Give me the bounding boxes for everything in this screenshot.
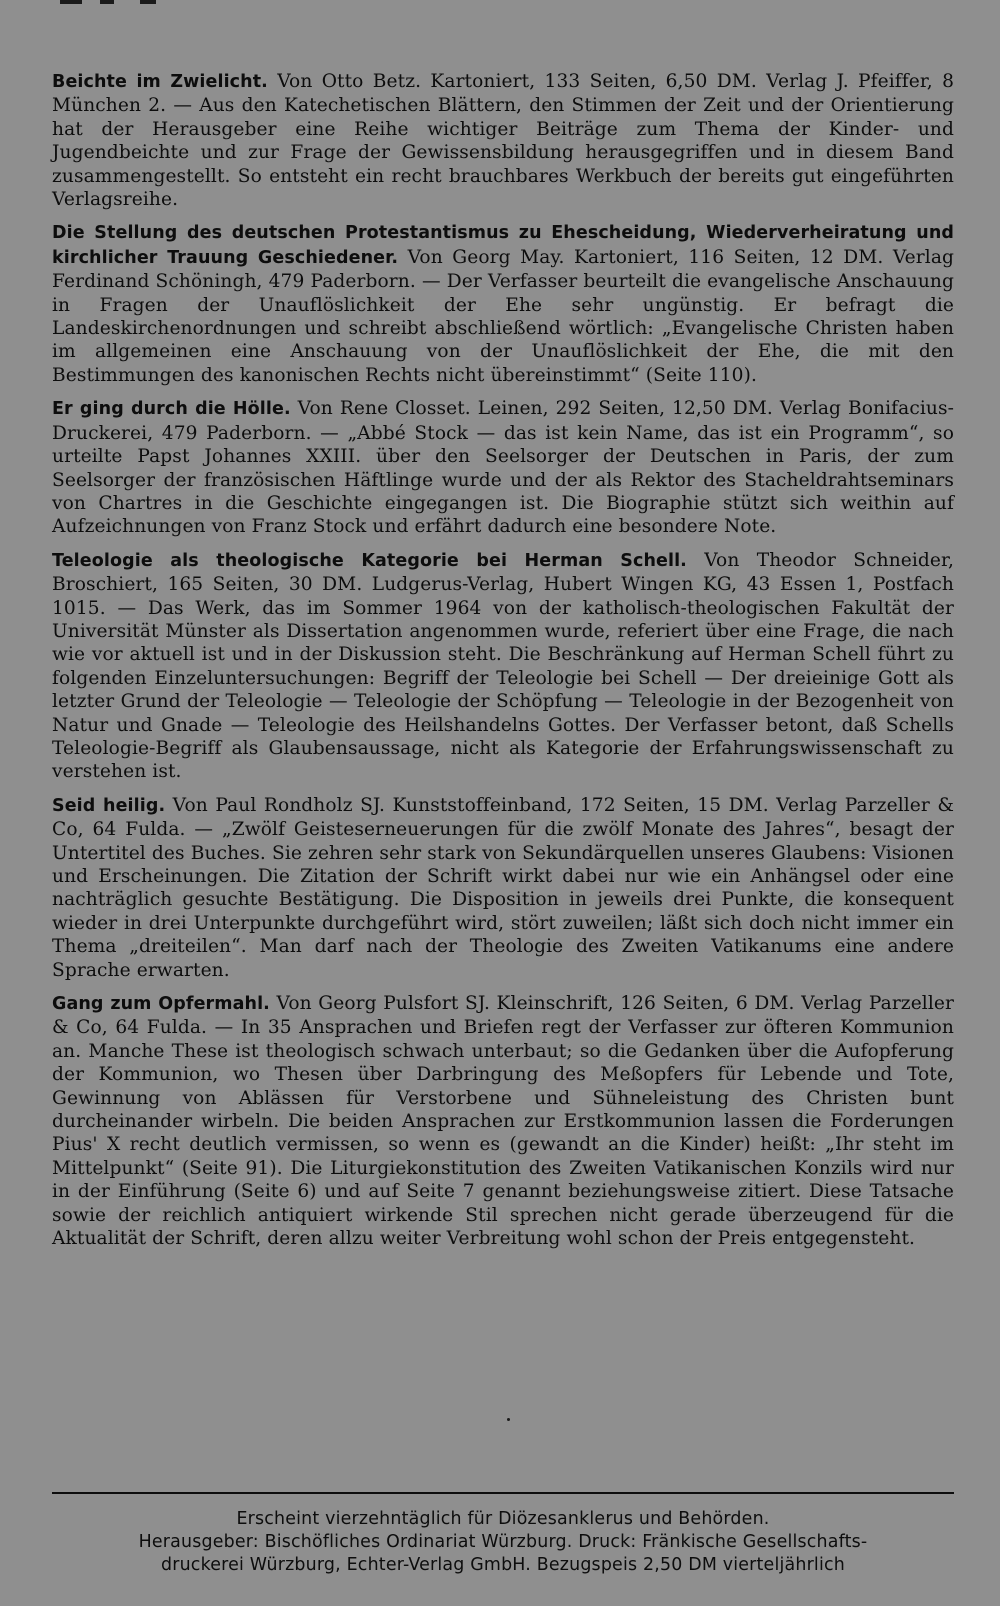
review-publication-info: Von Theodor Schneider, Broschiert, 165 Seiten, 30 DM. Ludgerus-Verlag, Hubert Wingen KG, 43 Essen 1, Postfach 1015. xyxy=(52,549,954,619)
review-publication-info: Von Otto Betz. Kartoniert, 133 Seiten, 6,50 DM. Verlag J. Pfeiffer, 8 München 2. xyxy=(52,71,954,117)
review-title: Beichte im Zwielicht. xyxy=(52,72,268,92)
colophon xyxy=(52,1508,954,1577)
review-column xyxy=(52,70,954,1261)
review-text: — Aus den Katechetischen Blättern, den Stimmen der Zeit und der Orientierung hat der Herausgeber eine Reihe wichtiger Beiträge zum Thema der Kinder- und Jugendbeichte und zur Frage der Gewissensbildung herausgegriffen und in diesem Band zusammengestellt. So entsteht ein recht brauchbares Werkbuch der bereits gut eingeführten Verlagsreihe. xyxy=(52,95,954,211)
review-title: Seid heilig. xyxy=(52,795,166,816)
review-publication-info: Von Georg May. Kartoniert, 116 Seiten, 12 DM. Verlag Ferdinand Schöningh, 479 Paderborn. xyxy=(52,246,955,293)
review-er-ging-durch-die-hoelle xyxy=(52,397,954,538)
review-publication-info: Von Georg Pulsfort SJ. Kleinschrift, 126 Seiten, 6 DM. Verlag Parzeller & Co, 64 Fulda. xyxy=(52,993,954,1039)
colophon-printer: druckerei Würzburg, Echter-Verlag GmbH. Bezugspeis 2,50 DM vierteljährlich xyxy=(161,1555,845,1575)
review-text: — „Abbé Stock — das ist kein Name, das ist ein Programm“, so urteilte Papst Johannes XXIII. über den Seelsorger der Deutschen in Paris, der zum Seelsorger der französischen Häftlinge wurde und der als Rektor des Stacheldrahtseminars von Chartres in die Geschichte eingegangen ist. Die Biographie stützt sich weithin auf Aufzeichnungen von Franz Stock und erfährt dadurch eine besondere Note. xyxy=(52,422,954,538)
review-title: Gang zum Opfermahl. xyxy=(52,994,270,1015)
review-text: — In 35 Ansprachen und Briefen regt der Verfasser zur öfteren Kommunion an. Manche These ist theologisch schwach unterbaut; so die Gedanken über die Aufopferung der Kommunion, wo Thesen über Darbringung des Meßopfers für Lebende und Tote, Gewinnung von Ablässen für Verstorbene und Sühneleistung des Christen bunt durcheinander wirbeln. Die beiden Ansprachen zur Erstkommunion lassen die Forderungen Pius' X recht deutlich vermissen, so wenn es (gewandt an die Kinder) heißt: „Ihr steht im Mittelpunkt“ (Seite 91). Die Liturgiekonstitution des Zweiten Vatikanischen Konzils wird nur in der Einführung (Seite 6) und auf Seite 7 genannt beziehungsweise zitiert. Diese Tatsache sowie der reichlich antiquiert wirkende Stil sprechen nicht gerade überzeugend für die Aktualität der Schrift, deren allzu weiter Verbreitung wohl schon der Preis entgegensteht. xyxy=(52,1017,955,1250)
review-publication-info: Von Paul Rondholz SJ. Kunststoffeinband, 172 Seiten, 15 DM. Verlag Parzeller & Co, 64 Fulda. xyxy=(52,794,954,841)
colophon-frequency: Erscheint vierzehntäglich für Diözesanklerus und Behörden. xyxy=(236,1509,770,1529)
review-text: — Das Werk, das im Sommer 1964 von der katholisch-theologischen Fakultät der Universität Münster als Dissertation angenommen wurde, referiert über eine Frage, die nach wie vor aktuell ist und in der Diskussion steht. Die Beschränkung auf Herman Schell führt zu folgenden Einzeluntersuchungen: Begriff der Teleologie bei Schell — Der dreieinige Gott als letzter Grund der Teleologie — Teleologie der Schöpfung — Teleologie in der Bezogenheit von Natur und Gnade — Teleologie des Heilshandelns Gottes. Der Verfasser betont, daß Schells Teleologie-Begriff als Glaubensaussage, nicht als Kategorie der Erfahrungswissenschaft zu verstehen ist. xyxy=(52,597,954,783)
review-text: — Der Verfasser beurteilt die evangelische Anschauung in Fragen der Unauflöslichkeit der Ehe sehr ungünstig. Er befragt die Landeskirchenordnungen und schreibt abschließend wörtlich: „Evangelische Christen haben im allgemeinen eine Anschauung von der Unauflöslichkeit der Ehe, die mit den Bestimmungen des kanonischen Rechts nicht übereinstimmt“ (Seite 110). xyxy=(52,271,954,386)
review-text: — „Zwölf Geisteserneuerungen für die zwölf Monate des Jahres“, besagt der Untertitel des Buches. Sie zehren sehr stark von Sekundärquellen unseres Glaubens: Visionen und Erscheinungen. Die Zitation der Schrift wirkt dabei nur wie ein Anhängsel oder eine nachträglich gesuchte Bestätigung. Die Disposition in jeweils drei Punkte, die konsequent wieder in drei Unterpunkte durchgeführt wird, stört zuweilen; läßt sich doch nicht immer ein Thema „dreiteilen“. Man darf nach der Theologie des Zweiten Vatikanums eine andere Sprache erwarten. xyxy=(52,819,954,981)
separator-dot xyxy=(507,1418,510,1421)
review-beichte-im-zwielicht xyxy=(52,70,954,211)
review-stellung-des-protestantismus xyxy=(52,221,954,387)
review-publication-info: Von Rene Closset. Leinen, 292 Seiten, 12,50 DM. Verlag Bonifacius-Druckerei, 479 Paderborn. xyxy=(52,398,954,444)
review-title: Teleologie als theologische Kategorie bei Herman Schell. xyxy=(52,550,687,571)
review-seid-heilig xyxy=(52,794,954,982)
review-gang-zum-opfermahl xyxy=(52,992,954,1250)
footer-divider xyxy=(52,1492,954,1494)
review-title: Die Stellung des deutschen Protestantismus zu Ehescheidung, Wiederverheiratung und kirchlicher Trauung Geschiedener. xyxy=(52,223,954,268)
review-title: Er ging durch die Hölle. xyxy=(52,399,291,420)
review-teleologie-herman-schell xyxy=(52,549,954,784)
colophon-publisher: Herausgeber: Bischöfliches Ordinariat Würzburg. Druck: Fränkische Gesellschafts- xyxy=(138,1532,868,1552)
top-edge-fragment xyxy=(60,0,170,6)
